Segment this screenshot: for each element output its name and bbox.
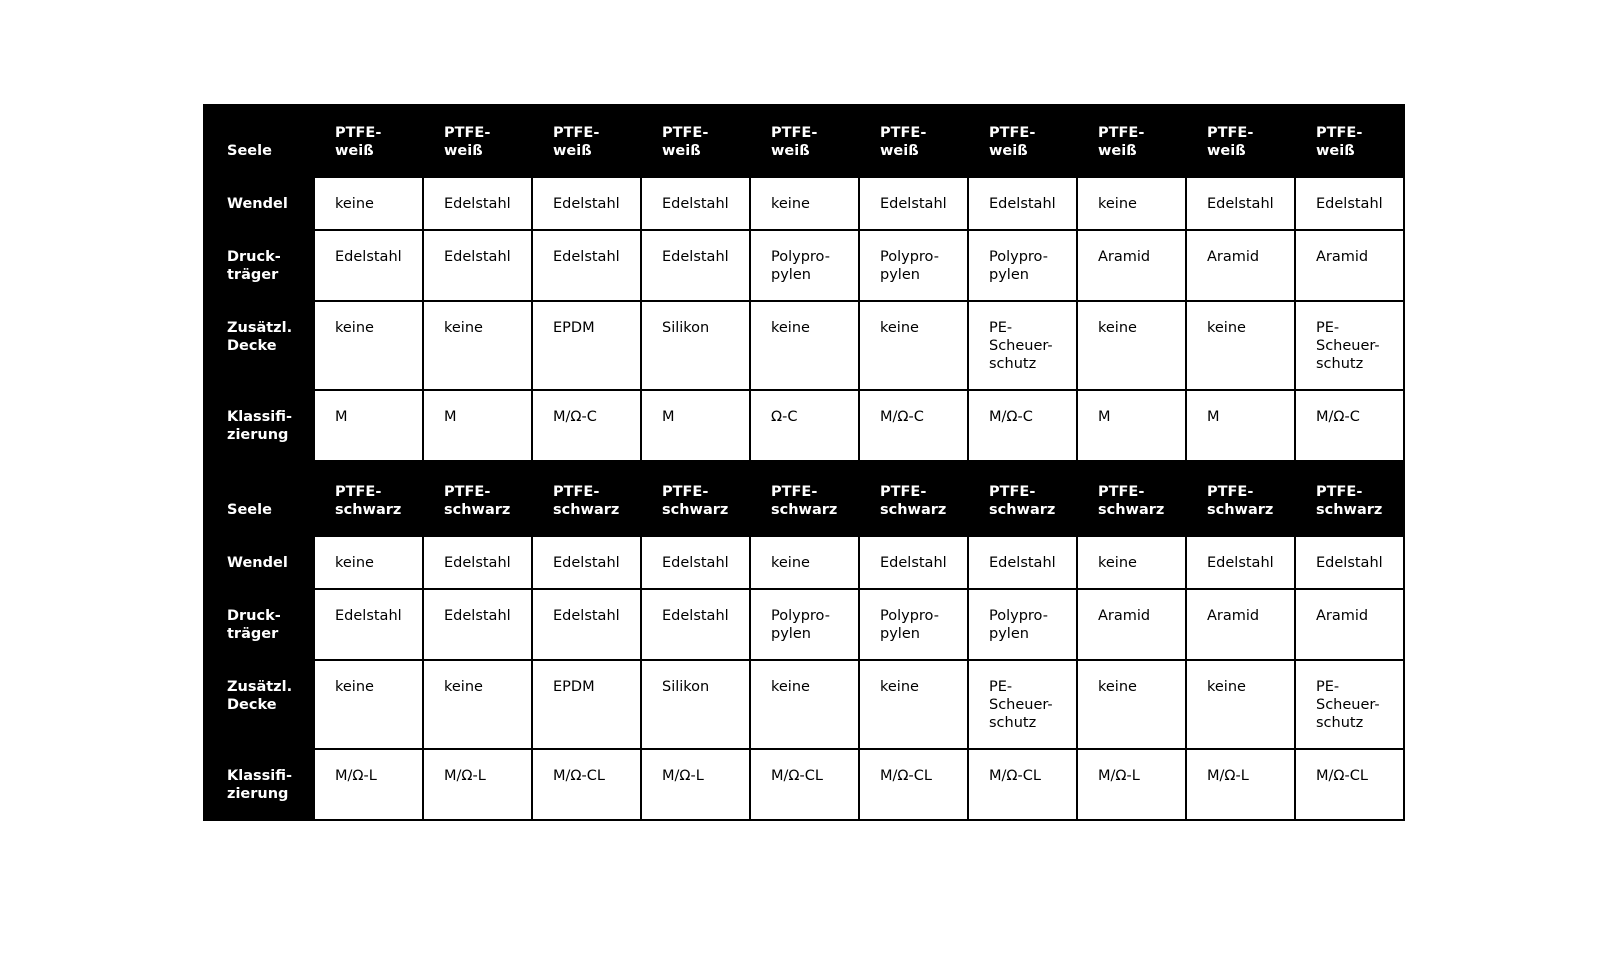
table-cell: keine xyxy=(314,301,423,390)
table-cell: M/Ω-L xyxy=(314,749,423,820)
table-cell: Edelstahl xyxy=(423,589,532,660)
header-cell: PTFE- schwarz xyxy=(968,461,1077,536)
table-cell: M xyxy=(1077,390,1186,461)
row-label: Druck- träger xyxy=(204,230,314,301)
table-cell: Polypro- pylen xyxy=(750,589,859,660)
table-cell: Silikon xyxy=(641,660,750,749)
table-cell: Aramid xyxy=(1077,230,1186,301)
table-cell: M/Ω-L xyxy=(641,749,750,820)
table-cell: Edelstahl xyxy=(314,230,423,301)
table-row xyxy=(204,536,1404,589)
table-cell: Edelstahl xyxy=(314,589,423,660)
table-cell: keine xyxy=(314,660,423,749)
table-cell: Edelstahl xyxy=(532,589,641,660)
table-cell: M/Ω-CL xyxy=(750,749,859,820)
table-cell: Edelstahl xyxy=(641,177,750,230)
table-cell: M/Ω-CL xyxy=(859,749,968,820)
header-cell: PTFE- weiß xyxy=(750,105,859,177)
row-label: Druck- träger xyxy=(204,589,314,660)
table-cell: M/Ω-L xyxy=(423,749,532,820)
table-cell: EPDM xyxy=(532,660,641,749)
table-cell: M/Ω-L xyxy=(1186,749,1295,820)
table-header-row xyxy=(204,461,1404,536)
row-label: Seele xyxy=(204,461,314,536)
table-row xyxy=(204,301,1404,390)
table-cell: Edelstahl xyxy=(532,177,641,230)
header-cell: PTFE- weiß xyxy=(1077,105,1186,177)
table-cell: M/Ω-C xyxy=(968,390,1077,461)
table-cell: Edelstahl xyxy=(641,230,750,301)
table-row xyxy=(204,589,1404,660)
table-cell: keine xyxy=(1077,536,1186,589)
table-row xyxy=(204,177,1404,230)
table-cell: Edelstahl xyxy=(1295,536,1404,589)
table-cell: Aramid xyxy=(1295,589,1404,660)
table-cell: Edelstahl xyxy=(423,230,532,301)
header-cell: PTFE- schwarz xyxy=(1077,461,1186,536)
table-cell: keine xyxy=(1186,301,1295,390)
table-cell: keine xyxy=(314,536,423,589)
row-label: Klassifi- zierung xyxy=(204,390,314,461)
table-cell: Edelstahl xyxy=(1186,536,1295,589)
header-cell: PTFE- weiß xyxy=(641,105,750,177)
header-cell: PTFE- weiß xyxy=(314,105,423,177)
table-cell: M/Ω-C xyxy=(859,390,968,461)
header-cell: PTFE- schwarz xyxy=(1295,461,1404,536)
table-cell: Aramid xyxy=(1077,589,1186,660)
table-cell: Polypro- pylen xyxy=(859,589,968,660)
table-cell: PE- Scheuer- schutz xyxy=(968,301,1077,390)
row-label: Zusätzl. Decke xyxy=(204,660,314,749)
table-cell: M/Ω-C xyxy=(1295,390,1404,461)
table-cell: Silikon xyxy=(641,301,750,390)
table-cell: Ω-C xyxy=(750,390,859,461)
table-cell: Aramid xyxy=(1186,230,1295,301)
table-cell: Edelstahl xyxy=(532,536,641,589)
table-cell: Polypro- pylen xyxy=(968,589,1077,660)
table-cell: M/Ω-CL xyxy=(968,749,1077,820)
table-cell: Polypro- pylen xyxy=(750,230,859,301)
table-cell: M/Ω-CL xyxy=(532,749,641,820)
table-cell: keine xyxy=(1186,660,1295,749)
table-cell: keine xyxy=(314,177,423,230)
table-cell: Edelstahl xyxy=(423,177,532,230)
table-row xyxy=(204,230,1404,301)
header-cell: PTFE- schwarz xyxy=(859,461,968,536)
header-cell: PTFE- weiß xyxy=(968,105,1077,177)
table-cell: Edelstahl xyxy=(532,230,641,301)
table-cell: Edelstahl xyxy=(859,177,968,230)
table-cell: keine xyxy=(1077,301,1186,390)
table-cell: M xyxy=(314,390,423,461)
table-cell: PE- Scheuer- schutz xyxy=(1295,301,1404,390)
header-cell: PTFE- weiß xyxy=(423,105,532,177)
table-cell: keine xyxy=(750,301,859,390)
table-cell: keine xyxy=(1077,660,1186,749)
table-cell: Edelstahl xyxy=(641,536,750,589)
header-cell: PTFE- schwarz xyxy=(423,461,532,536)
table-cell: keine xyxy=(1077,177,1186,230)
table-row xyxy=(204,660,1404,749)
header-cell: PTFE- schwarz xyxy=(641,461,750,536)
row-label: Wendel xyxy=(204,536,314,589)
table-cell: M/Ω-L xyxy=(1077,749,1186,820)
table-cell: Polypro- pylen xyxy=(859,230,968,301)
hose-specification-table xyxy=(203,104,1405,821)
header-cell: PTFE- weiß xyxy=(532,105,641,177)
table-cell: EPDM xyxy=(532,301,641,390)
table-cell: Edelstahl xyxy=(968,177,1077,230)
table-cell: keine xyxy=(859,660,968,749)
table-cell: M/Ω-C xyxy=(532,390,641,461)
header-cell: PTFE- schwarz xyxy=(1186,461,1295,536)
table-cell: M xyxy=(641,390,750,461)
table-cell: Aramid xyxy=(1295,230,1404,301)
header-cell: PTFE- weiß xyxy=(1295,105,1404,177)
row-label: Seele xyxy=(204,105,314,177)
table-body xyxy=(204,105,1404,820)
table-cell: keine xyxy=(750,660,859,749)
table-row xyxy=(204,749,1404,820)
table-cell: keine xyxy=(750,536,859,589)
row-label: Klassifi- zierung xyxy=(204,749,314,820)
table-cell: M/Ω-CL xyxy=(1295,749,1404,820)
row-label: Zusätzl. Decke xyxy=(204,301,314,390)
table-cell: M xyxy=(423,390,532,461)
table-cell: Edelstahl xyxy=(641,589,750,660)
table-cell: Edelstahl xyxy=(1295,177,1404,230)
header-cell: PTFE- weiß xyxy=(1186,105,1295,177)
table-cell: Edelstahl xyxy=(859,536,968,589)
header-cell: PTFE- weiß xyxy=(859,105,968,177)
table-cell: keine xyxy=(423,660,532,749)
table-header-row xyxy=(204,105,1404,177)
table-cell: keine xyxy=(859,301,968,390)
row-label: Wendel xyxy=(204,177,314,230)
table-row xyxy=(204,390,1404,461)
table-cell: M xyxy=(1186,390,1295,461)
table-cell: Edelstahl xyxy=(1186,177,1295,230)
table-cell: Aramid xyxy=(1186,589,1295,660)
table-cell: PE- Scheuer- schutz xyxy=(968,660,1077,749)
table-cell: Edelstahl xyxy=(423,536,532,589)
table-cell: Polypro- pylen xyxy=(968,230,1077,301)
header-cell: PTFE- schwarz xyxy=(314,461,423,536)
table-cell: Edelstahl xyxy=(968,536,1077,589)
table-cell: PE- Scheuer- schutz xyxy=(1295,660,1404,749)
header-cell: PTFE- schwarz xyxy=(750,461,859,536)
table-cell: keine xyxy=(750,177,859,230)
header-cell: PTFE- schwarz xyxy=(532,461,641,536)
table-cell: keine xyxy=(423,301,532,390)
